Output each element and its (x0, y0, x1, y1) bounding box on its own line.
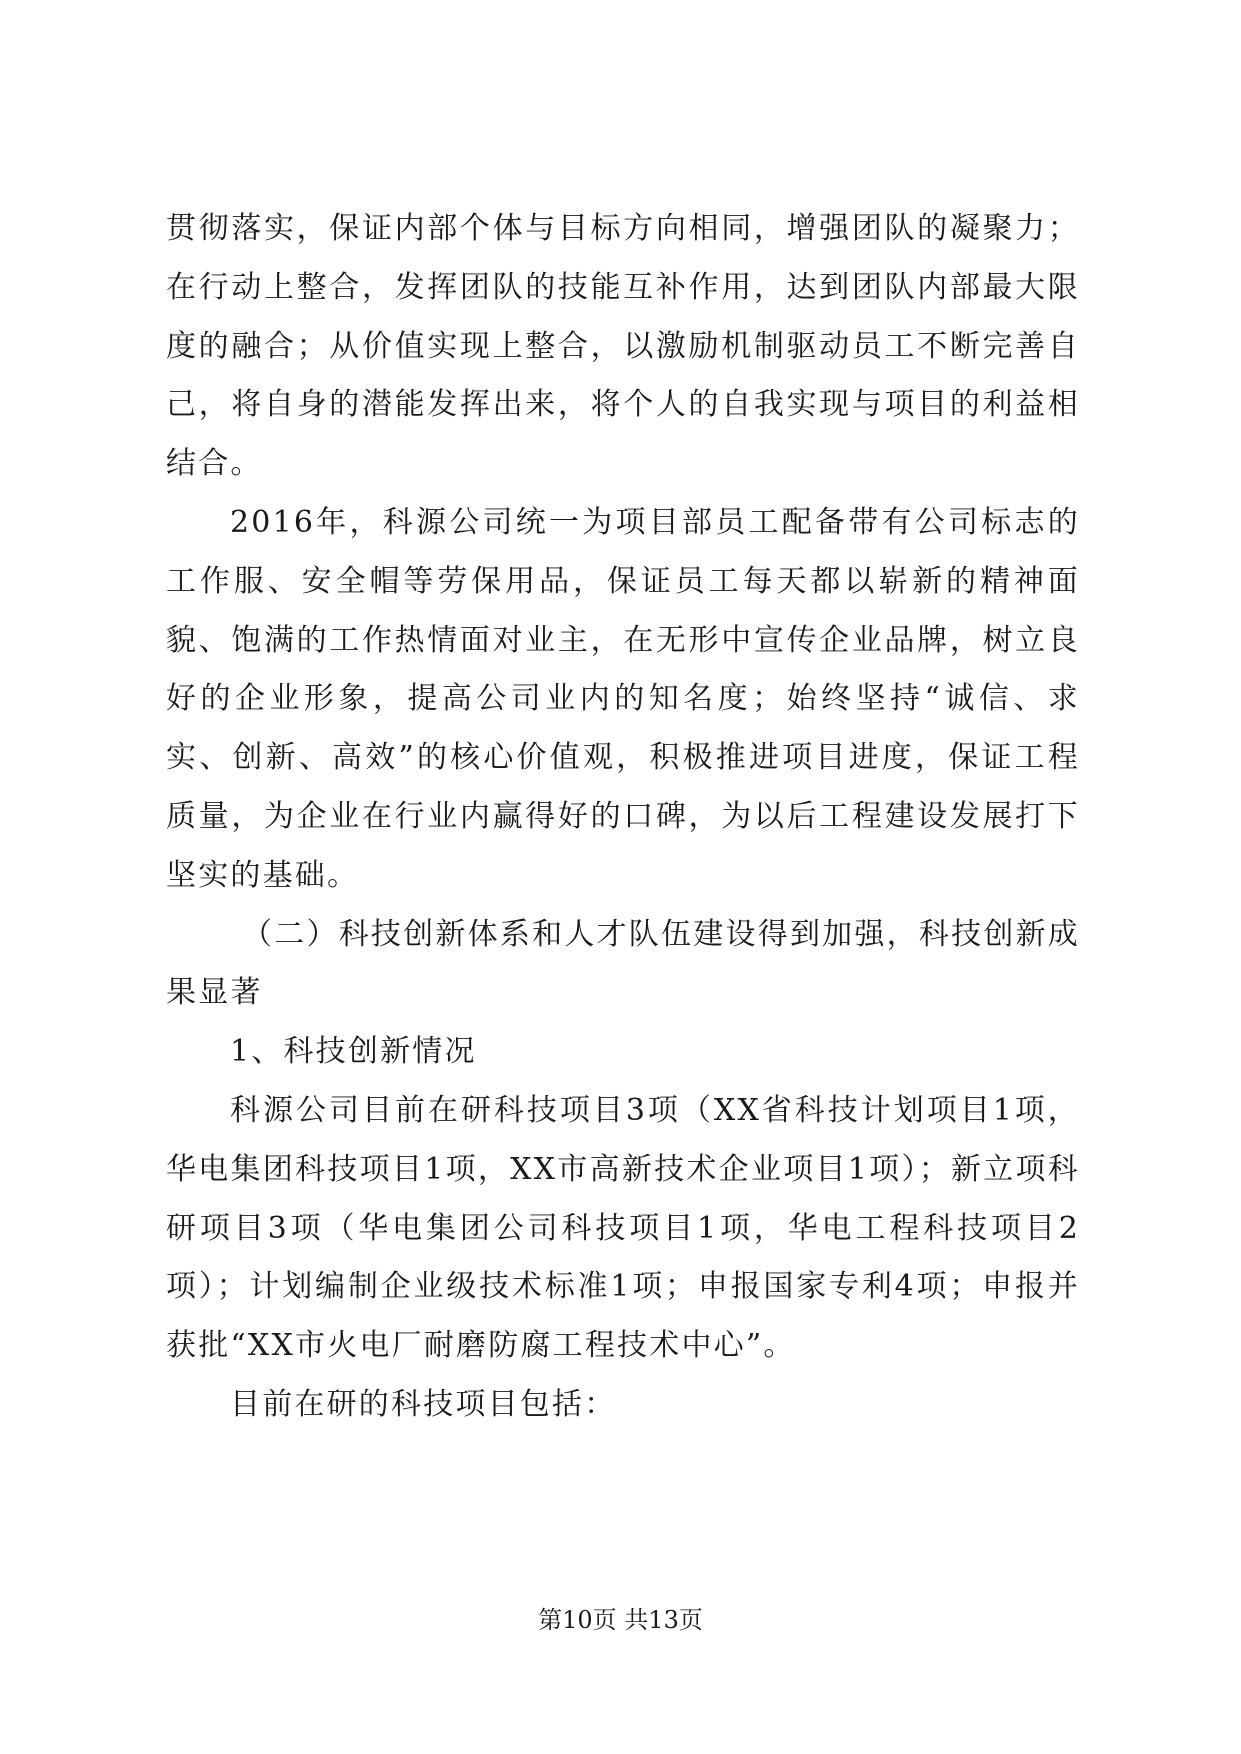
section-heading-innovation: （二）科技创新体系和人才队伍建设得到加强，科技创新成果显著 (166, 916, 1080, 1011)
page-footer (0, 1604, 1241, 1636)
subsection-heading-innovation-status: 1、科技创新情况 (230, 1034, 477, 1070)
page-number: 第10页 共13页 (538, 1606, 703, 1634)
paragraph-team-integration: 贯彻落实，保证内部个体与目标方向相同，增强团队的凝聚力；在行动上整合，发挥团队的技能互补作用，达到团队内部最大限度的融合；从价值实现上整合，以激励机制驱动员工不断完善自己，将自身的潜能发挥出来，将个人的自我实现与项目的利益相结合。 (166, 211, 1080, 482)
page-body (166, 200, 1080, 1435)
paragraph-research-projects: 科源公司目前在研科技项目3项（XX省科技计划项目1项，华电集团科技项目1项，XX市高新技术企业项目1项）；新立项科研项目3项（华电集团公司科技项目1项，华电工程科技项目2项）；计划编制企业级技术标准1项；申报国家专利4项；申报并获批“XX市火电厂耐磨防腐工程技术中心”。 (166, 1092, 1080, 1364)
paragraph-brand-image: 2016年，科源公司统一为项目部员工配备带有公司标志的工作服、安全帽等劳保用品，保证员工每天都以崭新的精神面貌、饱满的工作热情面对业主，在无形中宣传企业品牌，树立良好的企业形象，提高公司业内的知名度；始终坚持“诚信、求实、创新、高效”的核心价值观，积极推进项目进度，保证工程质量，为企业在行业内赢得好的口碑，为以后工程建设发展打下坚实的基础。 (166, 504, 1080, 893)
paragraph-current-projects-intro: 目前在研的科技项目包括： (230, 1386, 617, 1422)
